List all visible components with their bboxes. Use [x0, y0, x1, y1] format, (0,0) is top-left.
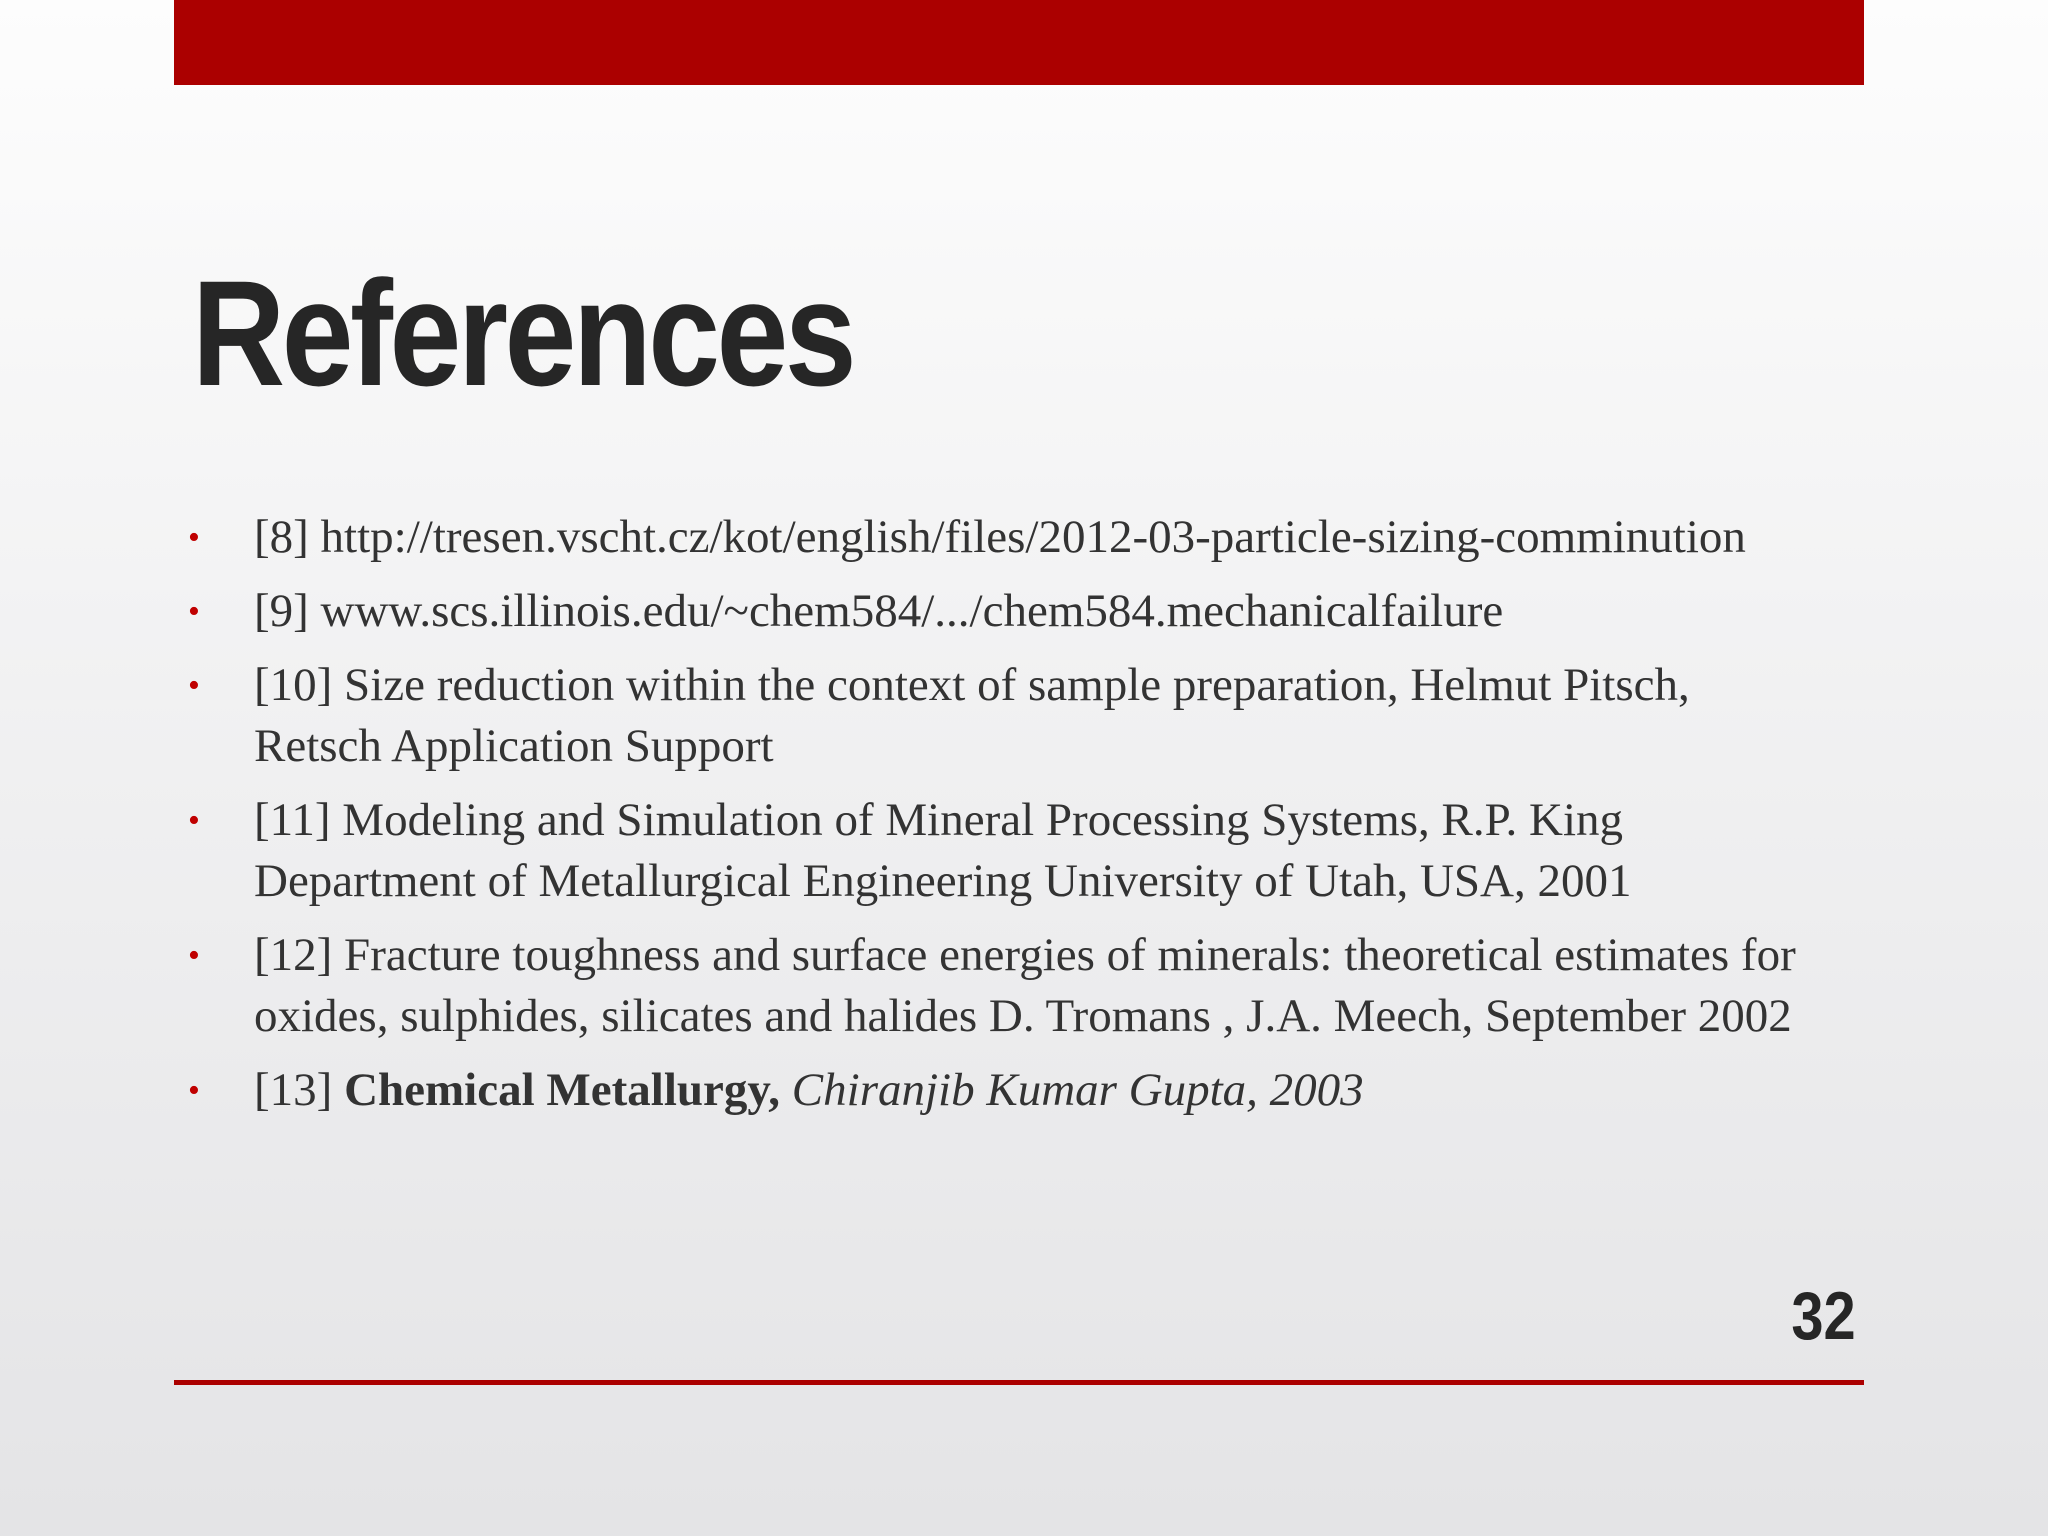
references-list	[188, 507, 1828, 1134]
reference-item-9	[188, 581, 1828, 642]
bullet-icon: •	[188, 1072, 200, 1109]
reference-text: [12] Fracture toughness and surface energies of minerals: theoretical estimates for oxides, sulphides, silicates and halides D. Tromans , J.A. Meech, September 2002	[254, 929, 1796, 1042]
reference-book-title: Chemical Metallurgy,	[344, 1064, 781, 1116]
bottom-accent-rule	[174, 1380, 1864, 1385]
bullet-icon: •	[188, 667, 200, 704]
reference-item-8	[188, 507, 1828, 568]
page-number: 32	[1791, 1278, 1856, 1354]
reference-prefix: [13]	[254, 1064, 345, 1116]
reference-item-10	[188, 655, 1828, 777]
reference-item-11	[188, 790, 1828, 912]
top-accent-bar	[174, 0, 1864, 85]
reference-author-year: Chiranjib Kumar Gupta, 2003	[780, 1064, 1364, 1116]
reference-text: [8] http://tresen.vscht.cz/kot/english/files/2012-03-particle-sizing-comminution	[254, 511, 1746, 563]
bullet-icon: •	[188, 519, 200, 556]
reference-text: [11] Modeling and Simulation of Mineral Processing Systems, R.P. King Department of Metallurgical Engineering University of Utah, USA, 2001	[254, 794, 1632, 907]
reference-text: [10] Size reduction within the context of sample preparation, Helmut Pitsch, Retsch Application Support	[254, 659, 1690, 772]
slide-title: References	[192, 249, 854, 417]
bullet-icon: •	[188, 937, 200, 974]
reference-text: [9] www.scs.illinois.edu/~chem584/.../chem584.mechanicalfailure	[254, 585, 1504, 637]
bullet-icon: •	[188, 802, 200, 839]
reference-item-12	[188, 925, 1828, 1047]
reference-item-13	[188, 1060, 1828, 1121]
bullet-icon: •	[188, 593, 200, 630]
